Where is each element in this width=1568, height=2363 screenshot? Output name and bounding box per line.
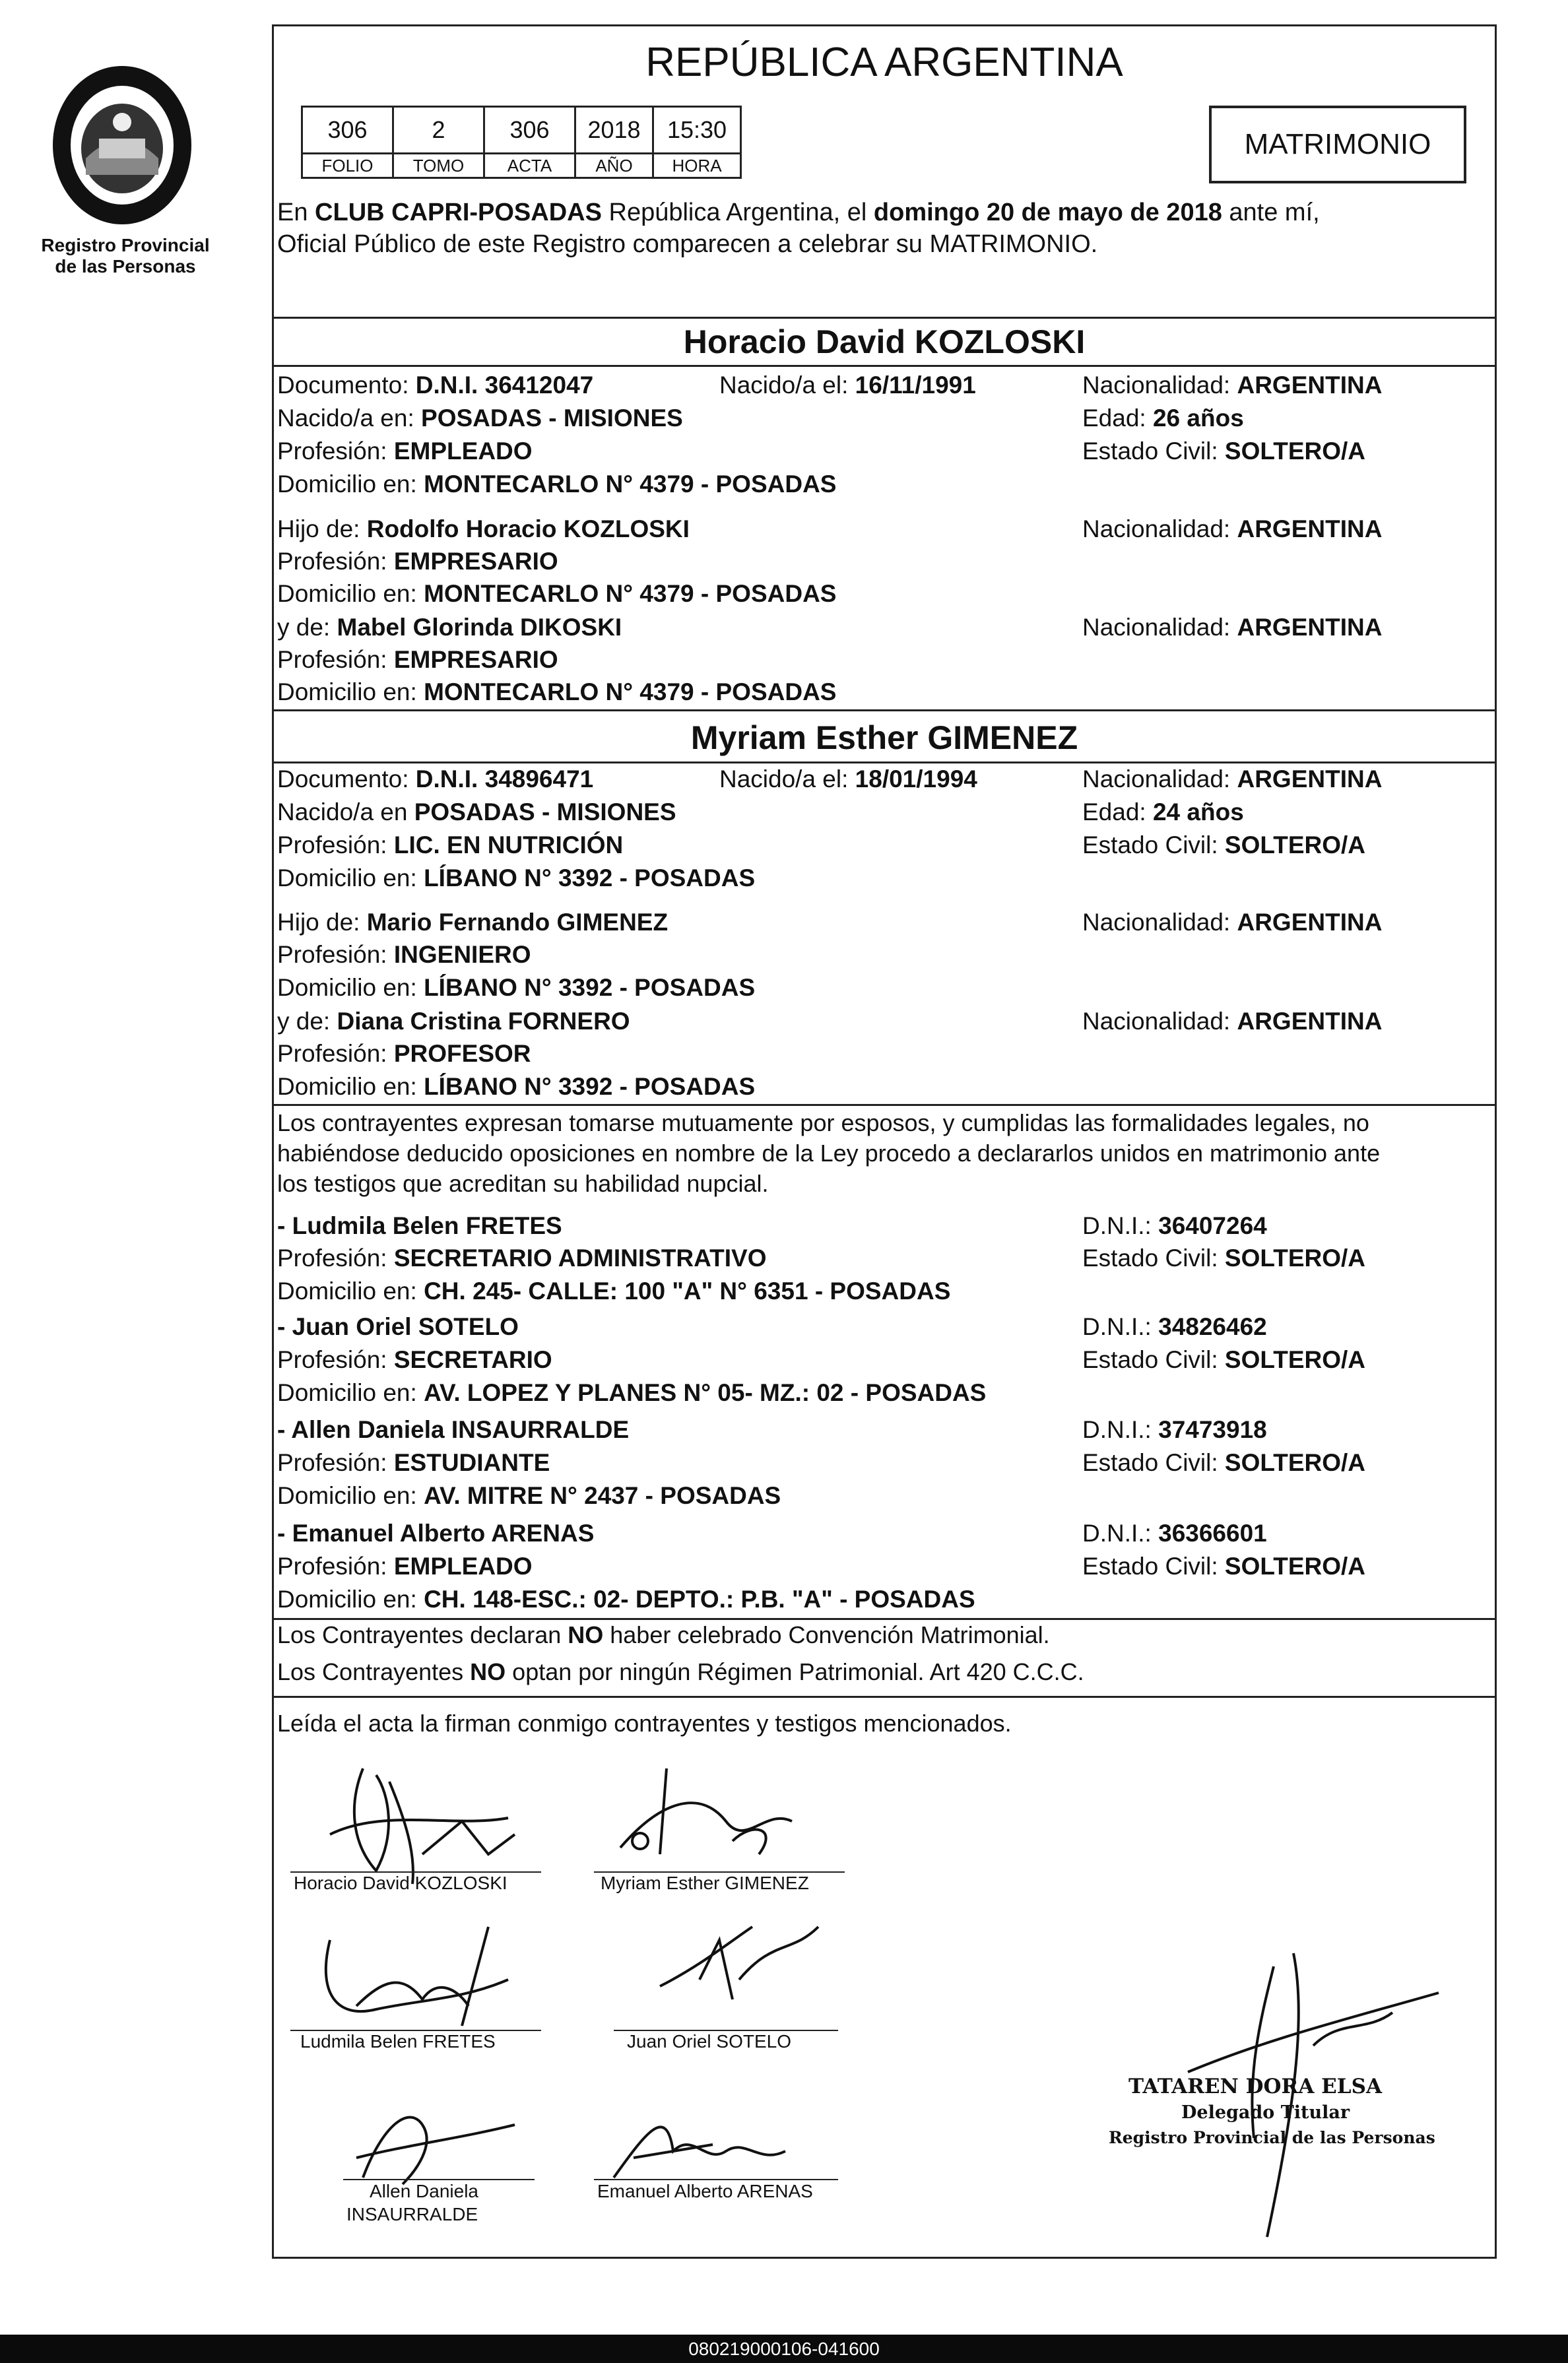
official-name: TATAREN DORA ELSA [1128, 2075, 1383, 2098]
witness-profession: Profesión: SECRETARIO ADMINISTRATIVO [277, 1245, 767, 1272]
witness-dni: D.N.I.: 36366601 [1082, 1520, 1267, 1547]
spouse2-name: Myriam Esther GIMENEZ [690, 719, 1078, 756]
divider [272, 761, 1497, 763]
divider [272, 1104, 1497, 1106]
divider [272, 1696, 1497, 1698]
spouse1-father-profession: Profesión: EMPRESARIO [277, 548, 558, 575]
signature-caption-1: Horacio David KOZLOSKI [294, 1873, 507, 1893]
signature-caption-3: Ludmila Belen FRETES [300, 2031, 496, 2052]
spouse2-father-profession: Profesión: INGENIERO [277, 941, 531, 968]
spouse2-mother-address: Domicilio en: LÍBANO N° 3392 - POSADAS [277, 1073, 756, 1100]
divider [272, 365, 1497, 367]
signature-caption-4: Juan Oriel SOTELO [627, 2031, 791, 2052]
witness-dni: D.N.I.: 34826462 [1082, 1313, 1267, 1340]
document-code: 080219000106-041600 [688, 2339, 880, 2359]
signature-line [343, 2179, 535, 2180]
spouse1-age: Edad: 26 años [1082, 405, 1244, 432]
registry-caption-1: Registro Provincial [41, 235, 210, 255]
acta-value: 306 [484, 107, 575, 154]
divider [272, 709, 1497, 711]
witness-civil-status: Estado Civil: SOLTERO/A [1082, 1346, 1366, 1373]
spouse1-father-address: Domicilio en: MONTECARLO N° 4379 - POSADAS [277, 580, 837, 607]
spouse1-mother-nationality: Nacionalidad: ARGENTINA [1082, 614, 1383, 641]
spouse2-father: Hijo de: Mario Fernando GIMENEZ [277, 909, 669, 936]
witness-dni: D.N.I.: 37473918 [1082, 1416, 1267, 1443]
signature-caption-5a: Allen Daniela [370, 2181, 478, 2201]
country-title: REPÚBLICA ARGENTINA [645, 40, 1123, 85]
document-type-box: MATRIMONIO [1209, 106, 1466, 183]
spouse2-address: Domicilio en: LÍBANO N° 3392 - POSADAS [277, 864, 756, 891]
spouse2-nationality: Nacionalidad: ARGENTINA [1082, 765, 1383, 793]
spouse2-age: Edad: 24 años [1082, 798, 1244, 825]
spouse1-birthplace: Nacido/a en: POSADAS - MISIONES [277, 405, 683, 432]
spouse2-documento: Documento: D.N.I. 34896471 [277, 765, 594, 793]
spouse2-father-address: Domicilio en: LÍBANO N° 3392 - POSADAS [277, 974, 756, 1001]
divider [272, 1618, 1497, 1620]
spouse1-mother-profession: Profesión: EMPRESARIO [277, 646, 558, 673]
witness-dni: D.N.I.: 36407264 [1082, 1212, 1267, 1239]
signature-line [594, 2179, 838, 2180]
witness-address: Domicilio en: CH. 245- CALLE: 100 "A" N° 6351 - POSADAS [277, 1278, 951, 1305]
province-seal [40, 59, 205, 231]
record-table [301, 106, 742, 179]
witness-civil-status: Estado Civil: SOLTERO/A [1082, 1553, 1366, 1580]
witness-address: Domicilio en: AV. MITRE N° 2437 - POSADAS [277, 1482, 781, 1509]
witness-profession: Profesión: EMPLEADO [277, 1553, 533, 1580]
signature-caption-2: Myriam Esther GIMENEZ [601, 1873, 809, 1893]
spouse1-mother: y de: Mabel Glorinda DIKOSKI [277, 614, 622, 641]
witness-civil-status: Estado Civil: SOLTERO/A [1082, 1245, 1366, 1272]
spouse1-nationality: Nacionalidad: ARGENTINA [1082, 372, 1383, 399]
spouse1-civil-status: Estado Civil: SOLTERO/A [1082, 437, 1366, 465]
signature-witness1 [290, 1900, 568, 2042]
official-title: Delegado Titular [1181, 2102, 1350, 2123]
registry-caption-2: de las Personas [55, 256, 196, 276]
signature-spouse2 [594, 1749, 858, 1884]
spouse2-birthplace: Nacido/a en POSADAS - MISIONES [277, 798, 676, 825]
spouse1-profession: Profesión: EMPLEADO [277, 437, 533, 465]
signature-caption-6: Emanuel Alberto ARENAS [597, 2181, 813, 2201]
closing-statement: Leída el acta la firman conmigo contrayentes y testigos mencionados. [277, 1710, 1012, 1737]
witness-address: Domicilio en: CH. 148-ESC.: 02- DEPTO.: P.B. "A" - POSADAS [277, 1586, 975, 1613]
spouse2-father-nationality: Nacionalidad: ARGENTINA [1082, 909, 1383, 936]
spouse2-mother: y de: Diana Cristina FORNERO [277, 1008, 630, 1035]
tomo-value: 2 [393, 107, 484, 154]
anio-label: AÑO [575, 154, 653, 178]
declaration-line-3: los testigos que acreditan su habilidad nupcial. [277, 1170, 769, 1197]
spouse2-mother-profession: Profesión: PROFESOR [277, 1040, 531, 1067]
spouse1-documento: Documento: D.N.I. 36412047 [277, 372, 594, 399]
convention-line-1: Los Contrayentes declaran NO haber celebrado Convención Matrimonial. [277, 1621, 1050, 1648]
spouse2-birthdate: Nacido/a el: 18/01/1994 [719, 765, 977, 793]
witness-name: - Allen Daniela INSAURRALDE [277, 1416, 630, 1443]
spouse1-address: Domicilio en: MONTECARLO N° 4379 - POSADAS [277, 470, 837, 498]
spouse1-father-nationality: Nacionalidad: ARGENTINA [1082, 515, 1383, 542]
tomo-label: TOMO [393, 154, 484, 178]
witness-civil-status: Estado Civil: SOLTERO/A [1082, 1449, 1366, 1476]
witness-profession: Profesión: SECRETARIO [277, 1346, 552, 1373]
folio-value: 306 [302, 107, 393, 154]
convention-line-2: Los Contrayentes NO optan por ningún Régimen Patrimonial. Art 420 C.C.C. [277, 1658, 1084, 1685]
signature-witness3 [330, 2085, 541, 2194]
witness-name: - Emanuel Alberto ARENAS [277, 1520, 595, 1547]
intro-line-1: En CLUB CAPRI-POSADAS República Argentina, el domingo 20 de mayo de 2018 ante mí, [277, 199, 1320, 226]
folio-label: FOLIO [302, 154, 393, 178]
official-office: Registro Provincial de las Personas [1109, 2128, 1435, 2147]
signature-witness4 [594, 2092, 832, 2187]
spouse1-mother-address: Domicilio en: MONTECARLO N° 4379 - POSADAS [277, 678, 837, 705]
witness-name: - Ludmila Belen FRETES [277, 1212, 562, 1239]
spouse2-mother-nationality: Nacionalidad: ARGENTINA [1082, 1008, 1383, 1035]
witness-name: - Juan Oriel SOTELO [277, 1313, 519, 1340]
spouse1-birthdate: Nacido/a el: 16/11/1991 [719, 372, 976, 399]
intro-line-2: Oficial Público de este Registro comparecen a celebrar su MATRIMONIO. [277, 230, 1098, 258]
hora-value: 15:30 [653, 107, 741, 154]
witness-profession: Profesión: ESTUDIANTE [277, 1449, 550, 1476]
spouse1-name: Horacio David KOZLOSKI [683, 323, 1086, 360]
spouse2-profession: Profesión: LIC. EN NUTRICIÓN [277, 831, 624, 858]
declaration-line-2: habiéndose deducido oposiciones en nombre de la Ley procedo a declararlos unidos en matrimonio ante [277, 1140, 1381, 1167]
witness-address: Domicilio en: AV. LOPEZ Y PLANES N° 05- MZ.: 02 - POSADAS [277, 1379, 987, 1406]
anio-value: 2018 [575, 107, 653, 154]
declaration-line-1: Los contrayentes expresan tomarse mutuamente por esposos, y cumplidas las formalidades legales, no [277, 1109, 1369, 1136]
spouse2-civil-status: Estado Civil: SOLTERO/A [1082, 831, 1366, 858]
hora-label: HORA [653, 154, 741, 178]
divider [272, 317, 1497, 319]
acta-label: ACTA [484, 154, 575, 178]
spouse1-father: Hijo de: Rodolfo Horacio KOZLOSKI [277, 515, 690, 542]
signature-caption-5b: INSAURRALDE [346, 2204, 478, 2224]
signature-witness2 [620, 1900, 845, 2036]
